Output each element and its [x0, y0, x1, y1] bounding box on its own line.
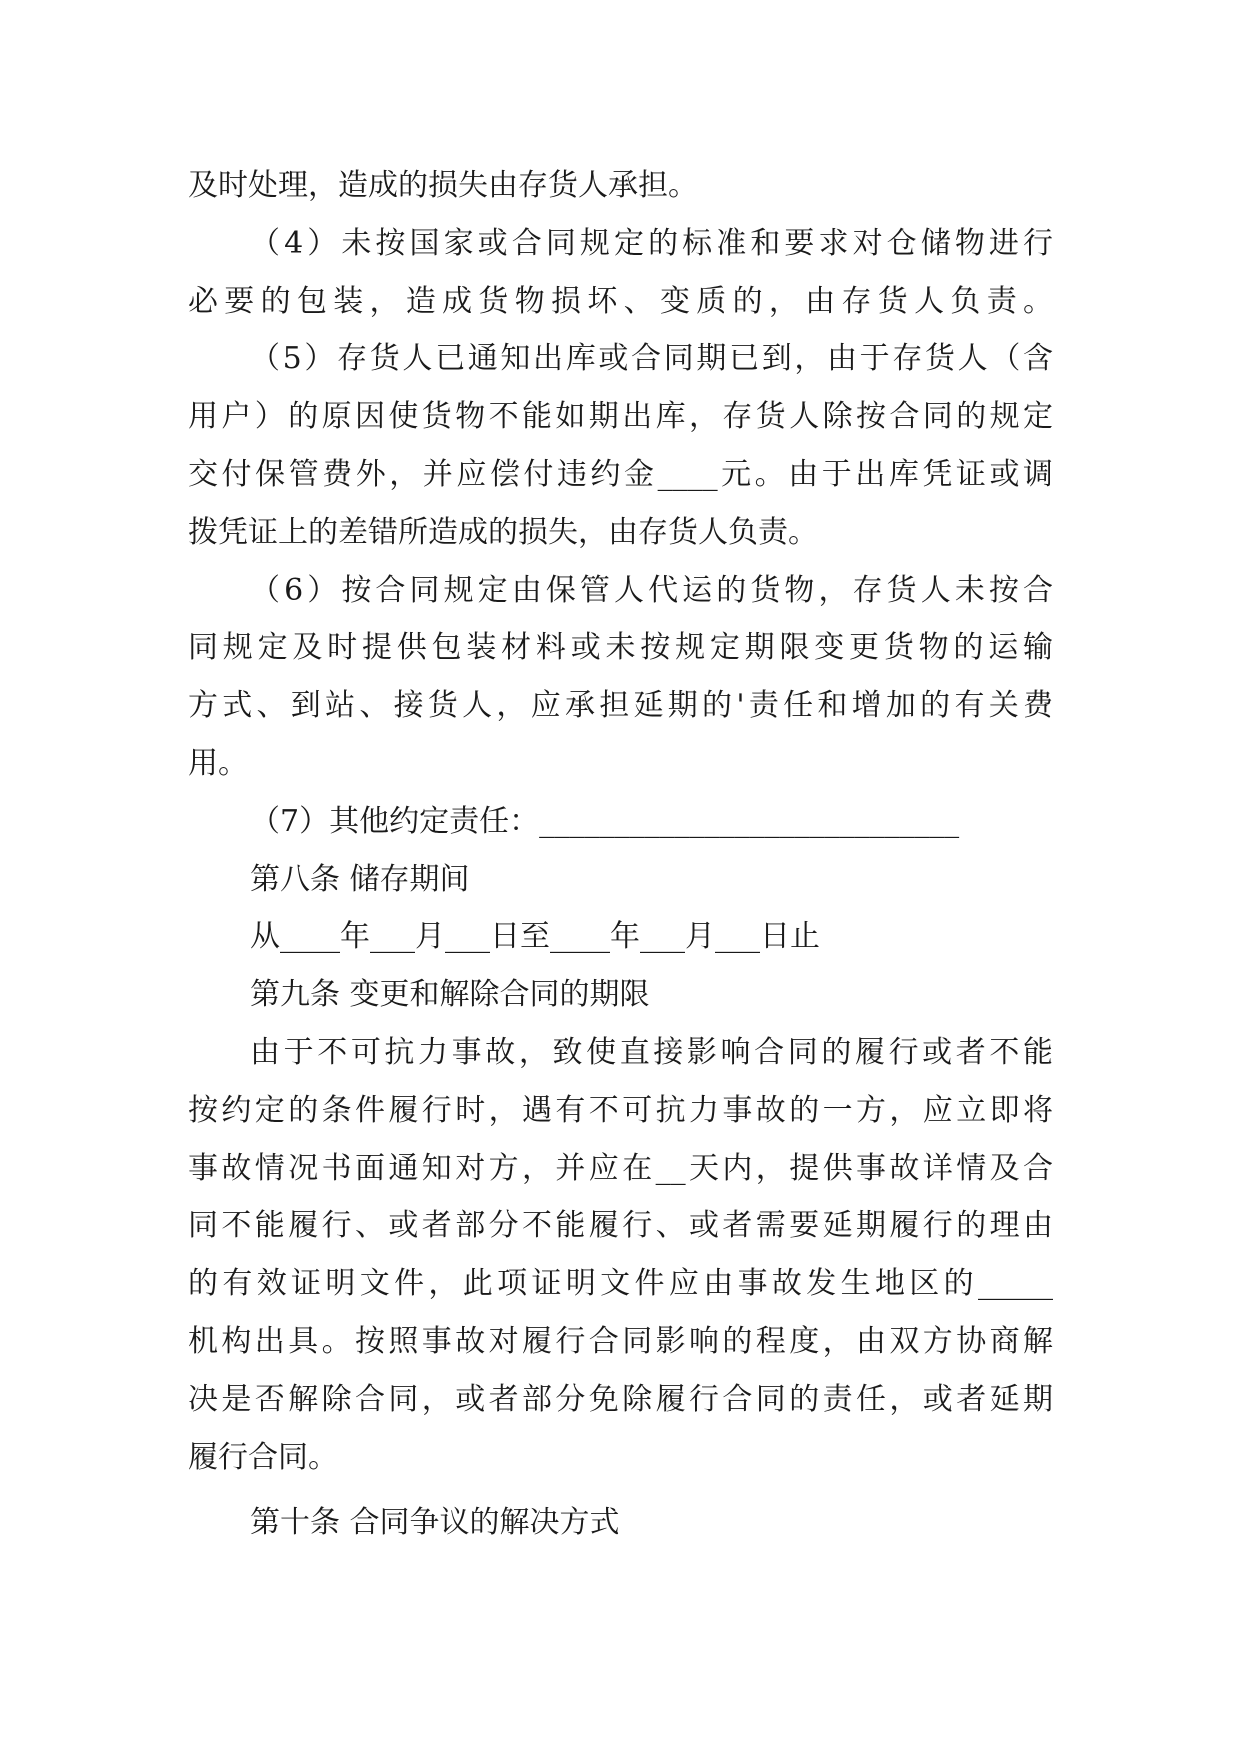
- text-line: 由于不可抗力事故，致使直接影响合同的履行或者不能: [250, 1034, 1053, 1070]
- text-line: 按约定的条件履行时，遇有不可抗力事故的一方，应立即将: [188, 1092, 1053, 1128]
- document-body: [188, 157, 1053, 1552]
- paragraph-gap: [188, 1486, 1053, 1494]
- text-line: （7）其他约定责任：____________________________: [250, 803, 960, 839]
- text-line: 拨凭证上的差错所造成的损失，由存货人负责。: [188, 514, 818, 550]
- text-line: 的有效证明文件，此项证明文件应由事故发生地区的_____: [188, 1266, 1053, 1302]
- text-line: 履行合同。: [188, 1439, 338, 1475]
- section-heading: 第十条 合同争议的解决方式: [250, 1505, 620, 1541]
- text-line: 必要的包装，造成货物损坏、变质的，由存货人负责。: [188, 283, 1053, 319]
- text-line: 用户）的原因使货物不能如期出库，存货人除按合同的规定: [188, 399, 1053, 435]
- section-heading: 第八条 储存期间: [250, 861, 470, 897]
- text-line: 用。: [188, 745, 248, 781]
- text-line: （4）未按国家或合同规定的标准和要求对仓储物进行: [250, 225, 1053, 261]
- text-line: 及时处理，造成的损失由存货人承担。: [188, 168, 698, 203]
- text-line: 同规定及时提供包装材料或未按规定期限变更货物的运输: [188, 630, 1053, 666]
- text-line: 事故情况书面通知对方，并应在__天内，提供事故详情及合: [188, 1150, 1053, 1186]
- text-line: 从____年___月___日至____年___月___日止: [250, 919, 820, 955]
- text-line: 方式、到站、接货人，应承担延期的'责任和增加的有关费: [188, 688, 1053, 724]
- text-line: 交付保管费外，并应偿付违约金____元。由于出库凭证或调: [188, 456, 1053, 492]
- text-line: （6）按合同规定由保管人代运的货物，存货人未按合: [250, 572, 1053, 608]
- text-line: 机构出具。按照事故对履行合同影响的程度，由双方协商解: [188, 1323, 1053, 1359]
- text-line: （5）存货人已通知出库或合同期已到，由于存货人（含: [250, 341, 1053, 377]
- text-line: 同不能履行、或者部分不能履行、或者需要延期履行的理由: [188, 1208, 1053, 1244]
- text-line: 决是否解除合同，或者部分免除履行合同的责任，或者延期: [188, 1381, 1053, 1417]
- section-heading: 第九条 变更和解除合同的期限: [250, 977, 650, 1013]
